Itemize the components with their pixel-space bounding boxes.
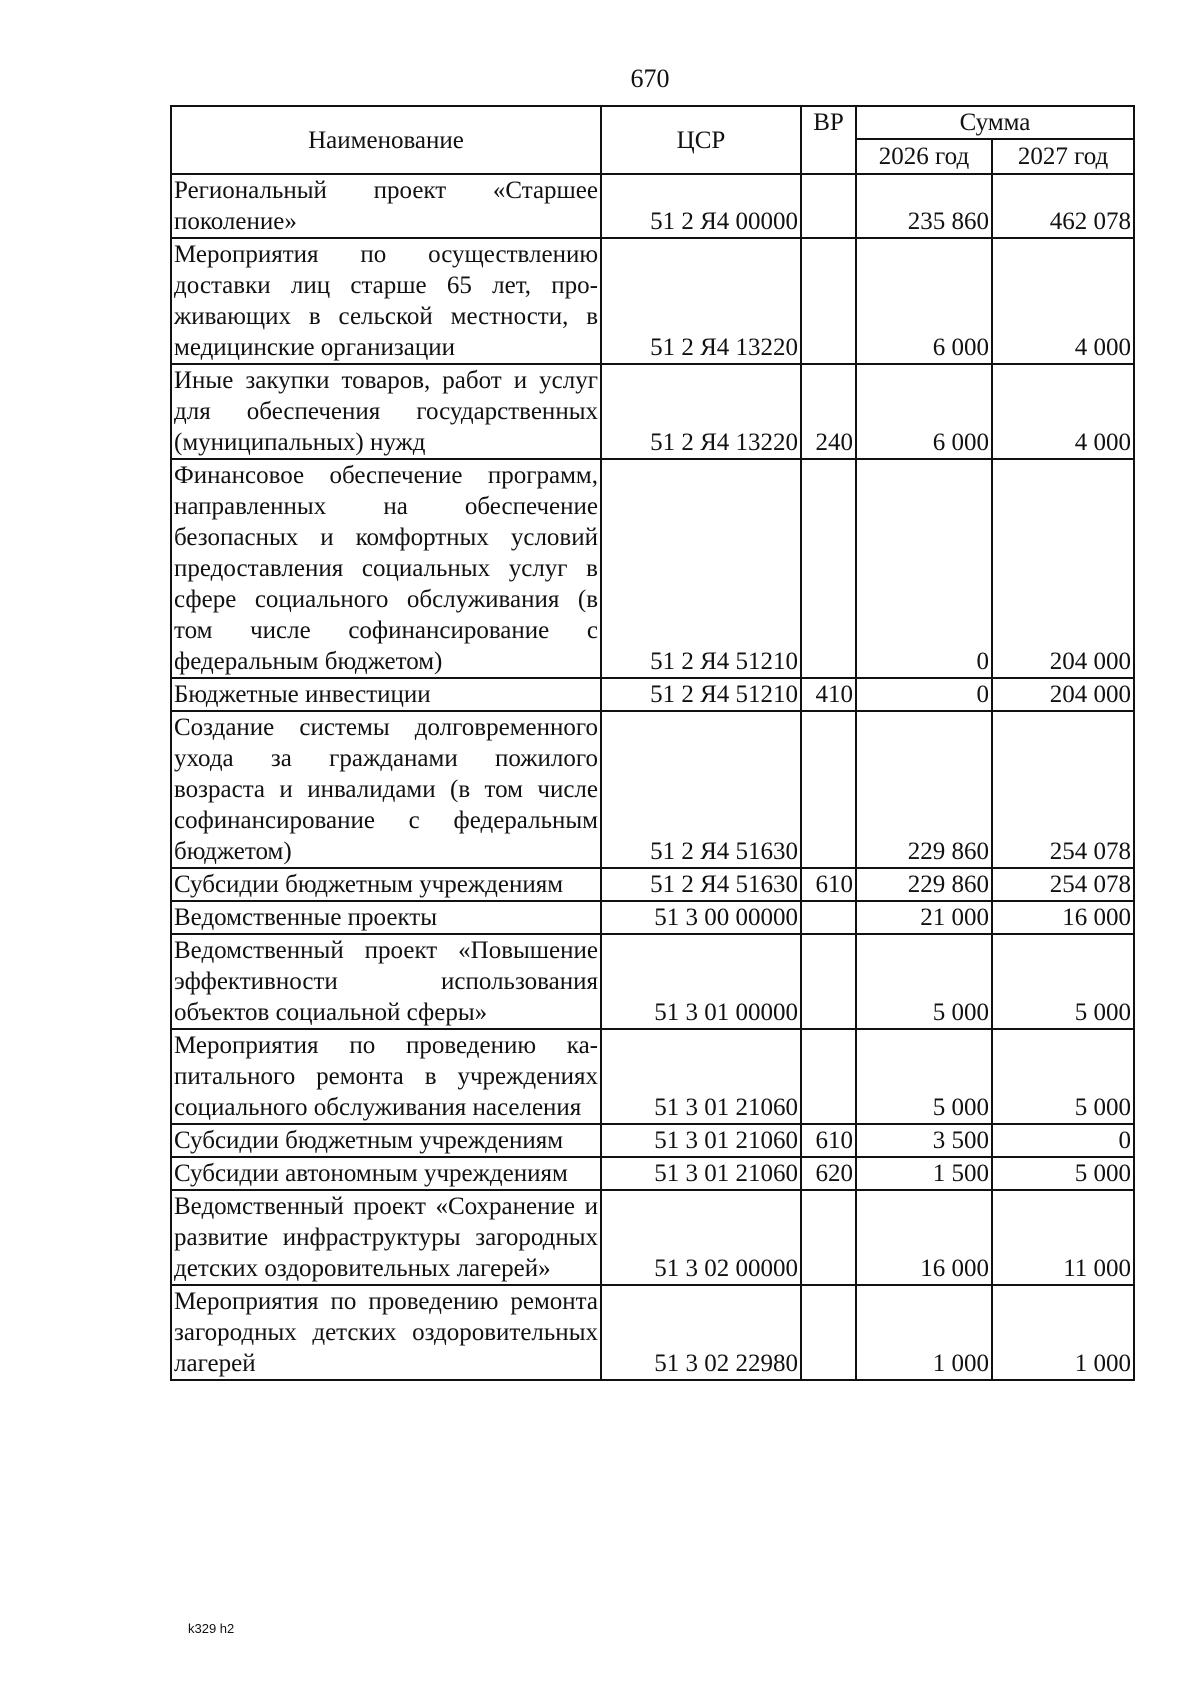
row-csr-cell: 51 2 Я4 13220 — [601, 364, 801, 459]
row-amount-2026-cell: 0 — [856, 678, 992, 711]
row-name-cell: Мероприятия по осуществлению доставки лиц старше 65 лет, проживающих в сельской местности, в медицинские организации — [171, 238, 601, 364]
row-name-cell: Бюджетные инвестиции — [171, 678, 601, 711]
row-amount-2026-cell: 6 000 — [856, 364, 992, 459]
row-amount-2026-cell: 235 860 — [856, 174, 992, 238]
row-amount-2026-cell: 21 000 — [856, 901, 992, 934]
page-number: 670 — [630, 64, 670, 93]
row-csr-cell: 51 3 01 00000 — [601, 934, 801, 1029]
row-vr-cell — [801, 711, 856, 868]
row-amount-2027-cell: 5 000 — [992, 934, 1134, 1029]
row-vr-cell: 240 — [801, 364, 856, 459]
row-name-cell: Ведомственный проект «Сохранение и развитие инфраструктуры загородных детских оздоровительных лагерей» — [171, 1190, 601, 1285]
row-amount-2026-cell: 16 000 — [856, 1190, 992, 1285]
row-vr-cell — [801, 934, 856, 1029]
row-amount-2026-cell: 1 500 — [856, 1157, 992, 1190]
row-amount-2026-cell: 3 500 — [856, 1124, 992, 1157]
row-name-cell: Мероприятия по проведению капитального ремонта в учреждениях социального обслуживания населения — [171, 1029, 601, 1124]
row-amount-2026-cell: 229 860 — [856, 711, 992, 868]
row-amount-2026-cell: 0 — [856, 459, 992, 678]
row-name-cell: Ведомственные проекты — [171, 901, 601, 934]
row-vr-cell — [801, 1029, 856, 1124]
row-amount-2027-cell: 4 000 — [992, 364, 1134, 459]
row-amount-2026-cell: 1 000 — [856, 1285, 992, 1380]
row-amount-2027-cell: 462 078 — [992, 174, 1134, 238]
row-name-cell: Создание системы долговременного ухода за гражданами пожилого возраста и инвалидами (в том числе софинансирование с федеральным бюджетом) — [171, 711, 601, 868]
row-name-cell: Ведомственный проект «Повышение эффективности использования объектов социальной сферы» — [171, 934, 601, 1029]
row-vr-cell — [801, 901, 856, 934]
row-amount-2027-cell: 4 000 — [992, 238, 1134, 364]
row-amount-2027-cell: 0 — [992, 1124, 1134, 1157]
row-csr-cell: 51 3 02 22980 — [601, 1285, 801, 1380]
row-amount-2026-cell: 5 000 — [856, 934, 992, 1029]
table-row — [171, 1157, 1134, 1190]
footer-code: k329 h2 — [188, 1621, 235, 1636]
row-vr-cell — [801, 1190, 856, 1285]
row-amount-2027-cell: 1 000 — [992, 1285, 1134, 1380]
table-row — [171, 868, 1134, 901]
table-row — [171, 1285, 1134, 1380]
row-csr-cell: 51 2 Я4 51630 — [601, 868, 801, 901]
row-csr-cell: 51 2 Я4 13220 — [601, 238, 801, 364]
row-vr-cell: 610 — [801, 1124, 856, 1157]
row-amount-2026-cell: 5 000 — [856, 1029, 992, 1124]
table-row — [171, 1190, 1134, 1285]
header-name: Наименование — [171, 106, 601, 174]
table-row — [171, 238, 1134, 364]
row-vr-cell — [801, 238, 856, 364]
row-csr-cell: 51 2 Я4 51210 — [601, 678, 801, 711]
row-csr-cell: 51 3 02 00000 — [601, 1190, 801, 1285]
table-row — [171, 1029, 1134, 1124]
row-csr-cell: 51 3 01 21060 — [601, 1029, 801, 1124]
table-row — [171, 711, 1134, 868]
row-csr-cell: 51 3 01 21060 — [601, 1124, 801, 1157]
row-amount-2027-cell: 204 000 — [992, 459, 1134, 678]
row-amount-2027-cell: 254 078 — [992, 868, 1134, 901]
table-row — [171, 174, 1134, 238]
header-vr: ВР — [801, 106, 856, 174]
table-row — [171, 459, 1134, 678]
table-body — [171, 174, 1134, 1380]
row-amount-2026-cell: 6 000 — [856, 238, 992, 364]
header-year-2026: 2026 год — [856, 139, 992, 174]
row-name-cell: Мероприятия по проведению ремонта загородных детских оздоровительных лагерей — [171, 1285, 601, 1380]
budget-table — [170, 105, 1135, 1381]
row-vr-cell — [801, 174, 856, 238]
row-amount-2027-cell: 11 000 — [992, 1190, 1134, 1285]
row-csr-cell: 51 3 01 21060 — [601, 1157, 801, 1190]
row-name-cell: Региональный проект «Старшее поколение» — [171, 174, 601, 238]
header-sum: Сумма — [856, 106, 1134, 139]
row-amount-2027-cell: 254 078 — [992, 711, 1134, 868]
row-amount-2027-cell: 204 000 — [992, 678, 1134, 711]
row-csr-cell: 51 2 Я4 51210 — [601, 459, 801, 678]
row-vr-cell: 410 — [801, 678, 856, 711]
row-vr-cell — [801, 459, 856, 678]
row-amount-2027-cell: 5 000 — [992, 1029, 1134, 1124]
row-vr-cell: 620 — [801, 1157, 856, 1190]
row-amount-2027-cell: 5 000 — [992, 1157, 1134, 1190]
row-name-cell: Субсидии бюджетным учреждениям — [171, 868, 601, 901]
row-csr-cell: 51 2 Я4 00000 — [601, 174, 801, 238]
table-row — [171, 901, 1134, 934]
row-vr-cell: 610 — [801, 868, 856, 901]
row-name-cell: Субсидии бюджетным учреждениям — [171, 1124, 601, 1157]
table-row — [171, 678, 1134, 711]
table-row — [171, 1124, 1134, 1157]
table-row — [171, 364, 1134, 459]
header-csr: ЦСР — [601, 106, 801, 174]
row-name-cell: Субсидии автономным учреждениям — [171, 1157, 601, 1190]
table-row — [171, 934, 1134, 1029]
row-amount-2026-cell: 229 860 — [856, 868, 992, 901]
row-name-cell: Финансовое обеспечение программ, направленных на обеспечение безопасных и комфортных условий предоставления социальных услуг в сфере социального обслуживания (в том числе софинансирование с федеральным бюджетом) — [171, 459, 601, 678]
row-name-cell: Иные закупки товаров, работ и услуг для обеспечения государственных (муниципальных) нужд — [171, 364, 601, 459]
row-csr-cell: 51 3 00 00000 — [601, 901, 801, 934]
header-year-2027: 2027 год — [992, 139, 1134, 174]
row-vr-cell — [801, 1285, 856, 1380]
row-amount-2027-cell: 16 000 — [992, 901, 1134, 934]
row-csr-cell: 51 2 Я4 51630 — [601, 711, 801, 868]
